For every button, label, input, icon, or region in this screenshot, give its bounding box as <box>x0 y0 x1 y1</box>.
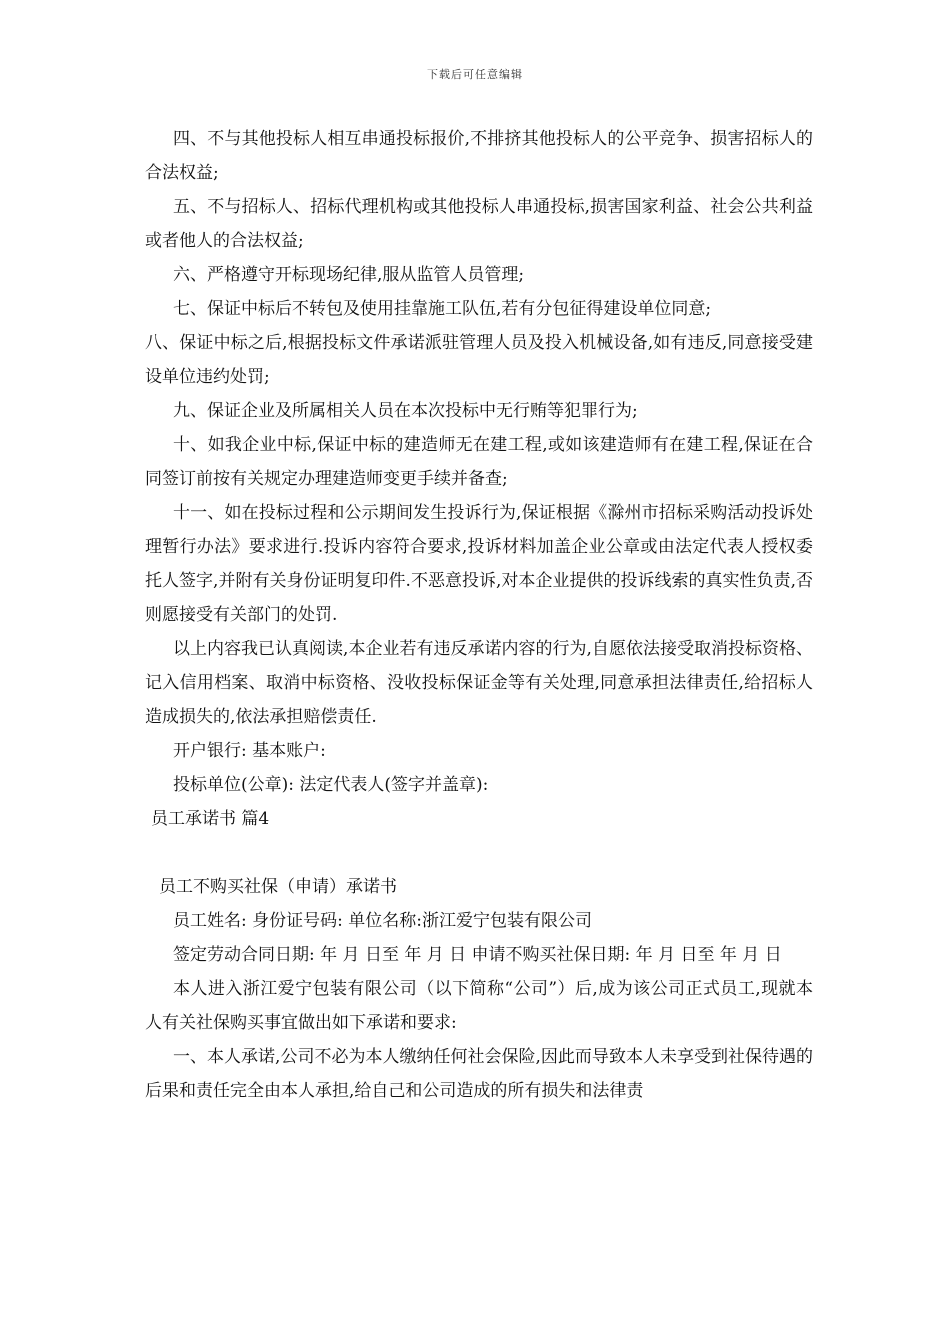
section-heading: 员工承诺书 篇4 <box>151 809 270 829</box>
clause-11: 十一、如在投标过程和公示期间发生投诉行为,保证根据《滁州市招标采购活动投诉处理暂行办法》要求进行.投诉内容符合要求,投诉材料加盖企业公章或由法定代表人授权委托人签字,并附有关身份证明复印件.不恶意投诉,对本企业提供的投诉线索的真实性负责,否则愿接受有关部门的处罚. <box>145 503 813 625</box>
clause-9: 九、保证企业及所属相关人员在本次投标中无行贿等犯罪行为; <box>173 401 638 421</box>
bank-account-line: 开户银行: 基本账户: <box>173 741 326 761</box>
commitment-1: 一、本人承诺,公司不必为本人缴纳任何社会保险,因此而导致本人未享受到社保待遇的后果和责任完全由本人承担,给自己和公司造成的所有损失和法律责 <box>145 1047 813 1101</box>
clause-6: 六、严格遵守开标现场纪律,服从监管人员管理; <box>173 265 525 285</box>
intro-paragraph: 本人进入浙江爱宁包装有限公司（以下简称“公司”）后,成为该公司正式员工,现就本人有关社保购买事宜做出如下承诺和要求: <box>145 979 813 1033</box>
page-header: 下载后可任意编辑 <box>427 68 523 81</box>
document-body <box>145 122 813 1108</box>
clause-4: 四、不与其他投标人相互串通投标报价,不排挤其他投标人的公平竞争、损害招标人的合法权益; <box>145 129 813 183</box>
clause-10: 十、如我企业中标,保证中标的建造师无在建工程,或如该建造师有在建工程,保证在合同签订前按有关规定办理建造师变更手续并备查; <box>145 435 813 489</box>
clause-8: 八、保证中标之后,根据投标文件承诺派驻管理人员及投入机械设备,如有违反,同意接受建设单位违约处罚; <box>145 333 813 387</box>
signature-line: 投标单位(公章): 法定代表人(签字并盖章): <box>173 775 489 795</box>
clause-5: 五、不与招标人、招标代理机构或其他投标人串通投标,损害国家利益、社会公共利益或者他人的合法权益; <box>145 197 813 251</box>
document-title: 员工不购买社保（申请）承诺书 <box>159 877 397 897</box>
closing-statement: 以上内容我已认真阅读,本企业若有违反承诺内容的行为,自愿依法接受取消投标资格、记入信用档案、取消中标资格、没收投标保证金等有关处理,同意承担法律责任,给招标人造成损失的,依法承担赔偿责任. <box>145 639 813 727</box>
employee-info-line: 员工姓名: 身份证号码: 单位名称:浙江爱宁包装有限公司 <box>173 911 592 931</box>
clause-7: 七、保证中标后不转包及使用挂靠施工队伍,若有分包征得建设单位同意; <box>173 299 712 319</box>
contract-dates-line: 签定劳动合同日期: 年 月 日至 年 月 日 申请不购买社保日期: 年 月 日至 年 月 日 <box>173 945 782 965</box>
blank-line <box>145 836 813 870</box>
